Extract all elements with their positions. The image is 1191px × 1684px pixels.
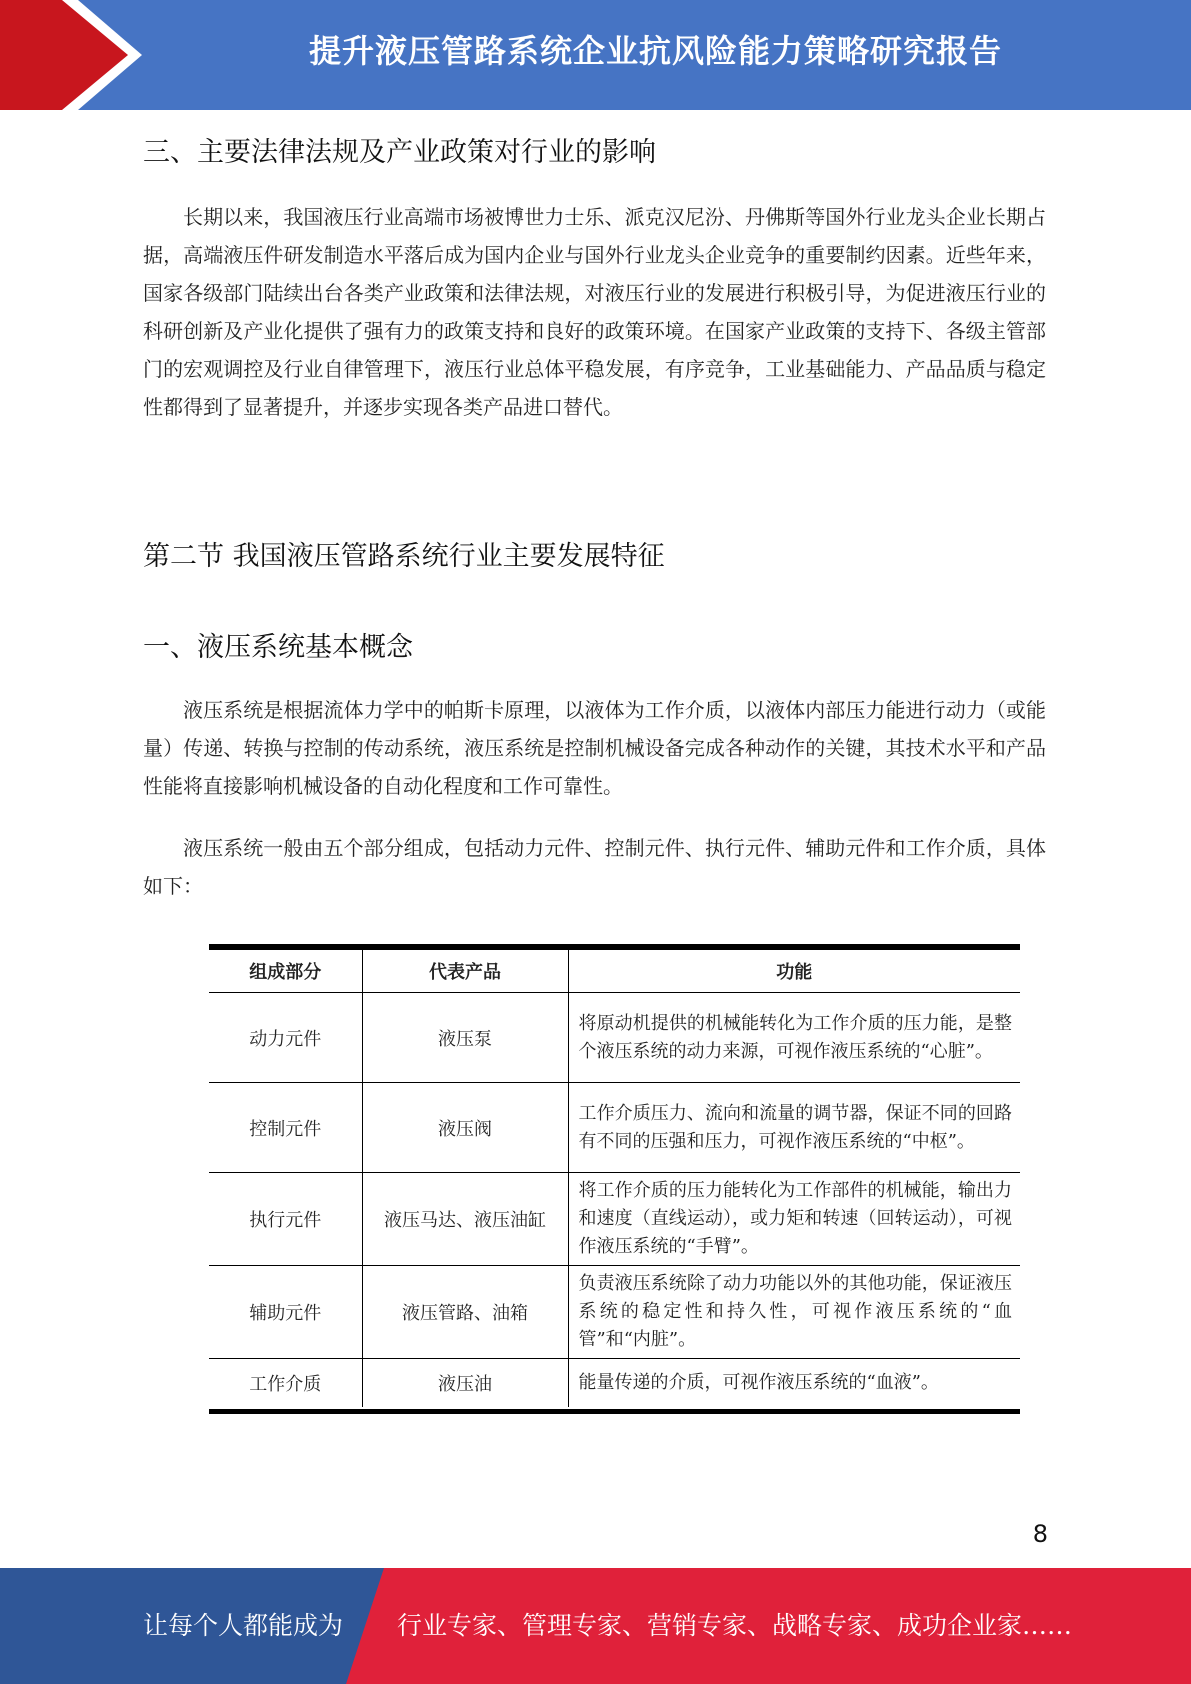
table-cell-function: 能量传递的介质，可视作液压系统的“血液”。 <box>568 1359 1020 1408</box>
table-row <box>209 1173 1020 1266</box>
table-cell-product: 液压阀 <box>362 1083 568 1173</box>
table-header: 功能 <box>568 947 1020 993</box>
table-header-row <box>209 947 1020 993</box>
table-cell-function: 将工作介质的压力能转化为工作部件的机械能，输出力和速度（直线运动），或力矩和转速（回转运动），可视作液压系统的“手臂”。 <box>568 1173 1020 1266</box>
chapter-heading: 第二节 我国液压管路系统行业主要发展特征 <box>143 541 665 572</box>
table-cell-component: 辅助元件 <box>209 1266 362 1359</box>
paragraph-concept: 液压系统是根据流体力学中的帕斯卡原理，以液体为工作介质，以液体内部压力能进行动力（或能量）传递、转换与控制的传动系统，液压系统是控制机械设备完成各种动作的关键，其技术水平和产品性能将直接影响机械设备的自动化程度和工作可靠性。 <box>143 698 1046 798</box>
section-heading-laws: 三、主要法律法规及产业政策对行业的影响 <box>143 137 656 168</box>
table-header: 代表产品 <box>362 947 568 993</box>
table-cell-component: 执行元件 <box>209 1173 362 1266</box>
report-title: 提升液压管路系统企业抗风险能力策略研究报告 <box>308 32 1002 70</box>
components-table <box>209 944 1020 1414</box>
table-row <box>209 993 1020 1083</box>
footer-banner <box>0 1568 1191 1684</box>
page-number: 8 <box>1032 1520 1048 1548</box>
table-cell-function: 负责液压系统除了动力功能以外的其他功能，保证液压系统的稳定性和持久性，可视作液压系统的“血管”和“内脏”。 <box>568 1266 1020 1359</box>
footer-slogan-left: 让每个人都能成为 <box>143 1611 344 1640</box>
table-cell-product: 液压油 <box>362 1359 568 1408</box>
paragraph-components-intro: 液压系统一般由五个部分组成，包括动力元件、控制元件、执行元件、辅助元件和工作介质，具体如下： <box>143 836 1046 898</box>
footer-slogan-right: 行业专家、管理专家、营销专家、战略专家、成功企业家…… <box>397 1611 1073 1640</box>
section-heading-concept: 一、液压系统基本概念 <box>143 632 413 663</box>
table-cell-function: 工作介质压力、流向和流量的调节器，保证不同的回路有不同的压强和压力，可视作液压系统的“中枢”。 <box>568 1083 1020 1173</box>
table-cell-function: 将原动机提供的机械能转化为工作介质的压力能，是整个液压系统的动力来源，可视作液压系统的“心脏”。 <box>568 993 1020 1083</box>
table-row <box>209 1359 1020 1408</box>
table-row <box>209 1266 1020 1359</box>
table-cell-product: 液压马达、液压油缸 <box>362 1173 568 1266</box>
table-bottom-rule <box>209 1412 1020 1414</box>
table-cell-component: 工作介质 <box>209 1359 362 1408</box>
table-cell-product: 液压管路、油箱 <box>362 1266 568 1359</box>
table-header: 组成部分 <box>209 947 362 993</box>
paragraph-laws: 长期以来，我国液压行业高端市场被博世力士乐、派克汉尼汾、丹佛斯等国外行业龙头企业长期占据，高端液压件研发制造水平落后成为国内企业与国外行业龙头企业竞争的重要制约因素。近些年来，国家各级部门陆续出台各类产业政策和法律法规，对液压行业的发展进行积极引导，为促进液压行业的科研创新及产业化提供了强有力的政策支持和良好的政策环境。在国家产业政策的支持下、各级主管部门的宏观调控及行业自律管理下，液压行业总体平稳发展，有序竞争，工业基础能力、产品品质与稳定性都得到了显著提升，并逐步实现各类产品进口替代。 <box>143 205 1046 419</box>
header-banner <box>0 0 1191 110</box>
table-cell-component: 控制元件 <box>209 1083 362 1173</box>
table-cell-product: 液压泵 <box>362 993 568 1083</box>
table-cell-component: 动力元件 <box>209 993 362 1083</box>
table-row <box>209 1083 1020 1173</box>
